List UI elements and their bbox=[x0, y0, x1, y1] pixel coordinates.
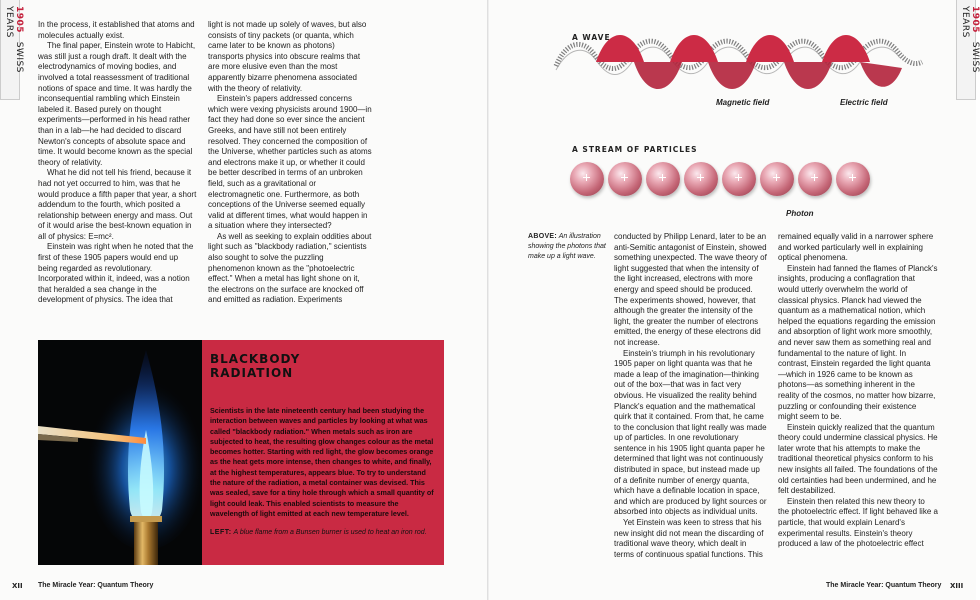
photon-sphere bbox=[608, 162, 642, 196]
paragraph: light is not made up solely of waves, but also consists of tiny packets (or quanta, which came later to be known as photons) transports physics into obscure realms that are more elusive even than the most apparently bizarre phenomena associated with the theory of relativity. bbox=[208, 20, 367, 93]
paragraph: Einstein was right when he noted that the first of these 1905 papers would end up being regarded as revolutionary. Incorporated within it, indeed, was a notion that heralded a sea change in the development of physics. The idea that bbox=[38, 242, 194, 305]
wave-label: A WAVE bbox=[572, 33, 611, 42]
photon-sphere bbox=[798, 162, 832, 196]
caption-lead: ABOVE: bbox=[528, 233, 558, 240]
side-tab-left bbox=[0, 0, 24, 100]
left-running-footer: The Miracle Year: Quantum Theory bbox=[38, 582, 154, 589]
photon-sphere bbox=[646, 162, 680, 196]
paragraph: Einstein then related this new theory to the photoelectric effect. If light behaved like a particle, that would explain Lenard's experimental results. Einstein's theory produced a law of the photoelectric effect bbox=[778, 496, 938, 549]
sidebar-text: Scientists in the late nineteenth century had been studying the interaction between waves and particles by looking at what was called "blackbody radiation." When metals such as iron are subjected to heat, the resulting glow changes colour as the metal becomes hotter. Starting with red light, the glow becomes orange as the heat gets more intense, then changes to white, and finally, at the highest temperatures, appears blue. To try to understand the nature of the radiation, a metal container was devised. This was sealed, save for a tiny hole through which a small quantity of light could leak. This enabled scientists to measure the wavelength of light emitted at each new temperature level. bbox=[210, 406, 434, 518]
paragraph: What he did not tell his friend, because it had not yet occurred to him, was that he would produce a fifth paper that year, a short addendum to the fourth, which posited a relationship between energy and mass. Out of it would arise the best-known equation in all of physics: E=mc². bbox=[38, 168, 197, 241]
page-gutter bbox=[487, 0, 489, 600]
paragraph: The final paper, Einstein wrote to Habicht, was still just a rough draft. It dealt with the electrodynamics of moving bodies, and involved a total reassessment of traditional notions of space and time. It was hardly the inconsequential rambling which Einstein labeled it. Based purely on thought experiments—performed in his head rather than in a lab—he had decided to discard Newton's concepts of absolute space and time. It would become known as the special theory of relativity. bbox=[38, 41, 196, 167]
flame-illustration bbox=[38, 340, 202, 565]
paragraph: In the process, it established that atoms and molecules actually exist. bbox=[38, 20, 195, 40]
photon-sphere bbox=[836, 162, 870, 196]
magnetic-field-label: Magnetic field bbox=[716, 98, 770, 107]
right-running-footer: The Miracle Year: Quantum Theory bbox=[826, 582, 942, 589]
paragraph: remained equally valid in a narrower sphere and worked particularly well in explaining optical phenomena. bbox=[778, 232, 934, 263]
illustration-caption bbox=[528, 232, 608, 262]
blackbody-sidebar bbox=[202, 340, 444, 565]
side-tab-year: 1905 bbox=[14, 6, 24, 34]
photo-caption bbox=[210, 528, 436, 537]
left-page-number: XII bbox=[12, 582, 23, 590]
paragraph: conducted by Philipp Lenard, later to be an anti-Semitic antagonist of Einstein, showed something unexpected. The wave theory of light suggested that when the intensity of the light increased, electrons with more energy and speed should be produced. The experiments showed, however, that although the greater the intensity of the light, the greater the number of electrons emitted, the energy of these electrons did not increase. bbox=[614, 232, 767, 347]
particles-label: A STREAM OF PARTICLES bbox=[572, 145, 698, 154]
paragraph: Einstein quickly realized that the quantum theory could undermine classical physics. He later wrote that his attempts to make the traditional theoretical physics conform to his new insights all failed. The foundations of the old certainties had been undermined, and he felt destabilized. bbox=[778, 422, 938, 496]
photon-sphere bbox=[760, 162, 794, 196]
paragraph: As well as seeking to explain oddities about light such as "blackbody radiation," scientists also sought to solve the puzzling phenomenon known as the "photoelectric effect." When a metal has light shone on it, the electrons on the surface are knocked off and emitted as radiation. Experiments bbox=[208, 231, 372, 305]
sidebar-title: BLACKBODY RADIATION bbox=[210, 352, 301, 380]
left-column-1 bbox=[38, 20, 198, 306]
electric-field-label: Electric field bbox=[840, 98, 888, 107]
paragraph: Yet Einstein was keen to stress that his new insight did not mean the discarding of traditional wave theory, which dealt in terms of continuous spatial functions. This bbox=[614, 518, 764, 559]
right-column-2 bbox=[778, 232, 938, 550]
photon-sphere bbox=[684, 162, 718, 196]
photon-sphere bbox=[570, 162, 604, 196]
photon-sphere bbox=[722, 162, 756, 196]
caption-text: A blue flame from a Bunsen burner is used to heat an iron rod. bbox=[233, 529, 427, 537]
side-tab-year: 1905 bbox=[970, 6, 980, 34]
photon-label: Photon bbox=[786, 209, 814, 218]
bunsen-flame-photo bbox=[38, 340, 202, 565]
side-tab-title: SWISS YEARS bbox=[960, 6, 980, 73]
paragraph: Einstein's papers addressed concerns which were vexing physicists around 1900—in fact they had done so ever since the ancient Greeks, and have still not been entirely resolved. They concerned the composition of the Universe, whether particles such as atoms and electrons make it up, or whether it could be better described in terms of an unbroken field, such as a gravitational or electromagnetic one. Furthermore, as both conceptions of the Universe seemed equally valid at different times, what would happen in a situation where they intersected? bbox=[208, 94, 372, 231]
caption-lead: LEFT: bbox=[210, 529, 232, 537]
side-tab-title: SWISS YEARS bbox=[4, 6, 24, 73]
side-tab-right bbox=[956, 0, 980, 100]
right-page-number: XIII bbox=[950, 582, 964, 590]
caption-text: An illustration showing the photons that make up a light wave. bbox=[528, 233, 606, 260]
wave-diagram bbox=[556, 22, 926, 98]
photon-stream bbox=[570, 162, 866, 196]
right-column-1 bbox=[614, 232, 768, 560]
paragraph: Einstein had fanned the flames of Planck's insights, producing a conflagration that would utterly overwhelm the world of classical physics. Planck had viewed the quantum as a mathematical notion, which helped the equations regarding the emission and absorption of light work more smoothly, and never saw them as something real and fundamental to the nature of light. In contrast, Einstein regarded the light quanta—which in 1926 came to be known as photons—as something inherent in the reality of the cosmos, no matter how bizarre, puzzling or confounding their existence might seem to be. bbox=[778, 263, 938, 422]
paragraph: Einstein's triumph in his revolutionary 1905 paper on light quanta was that he made a leap of the imagination—thinking out of the box—that was in fact very obvious. He visualized the reality behind Planck's equation and the mathematical quirk that it contained. From that, he came to the conclusion that light really was made up of particles. In one revolutionary sentence in his 1905 light quanta paper he determined that light was not continuously distributed in space, but instead made up of a definite number of energy quanta, which have a definable location in space, and which are produced by light sources or absorbed into objects as individual units. bbox=[614, 348, 767, 517]
left-column-2 bbox=[208, 20, 372, 306]
